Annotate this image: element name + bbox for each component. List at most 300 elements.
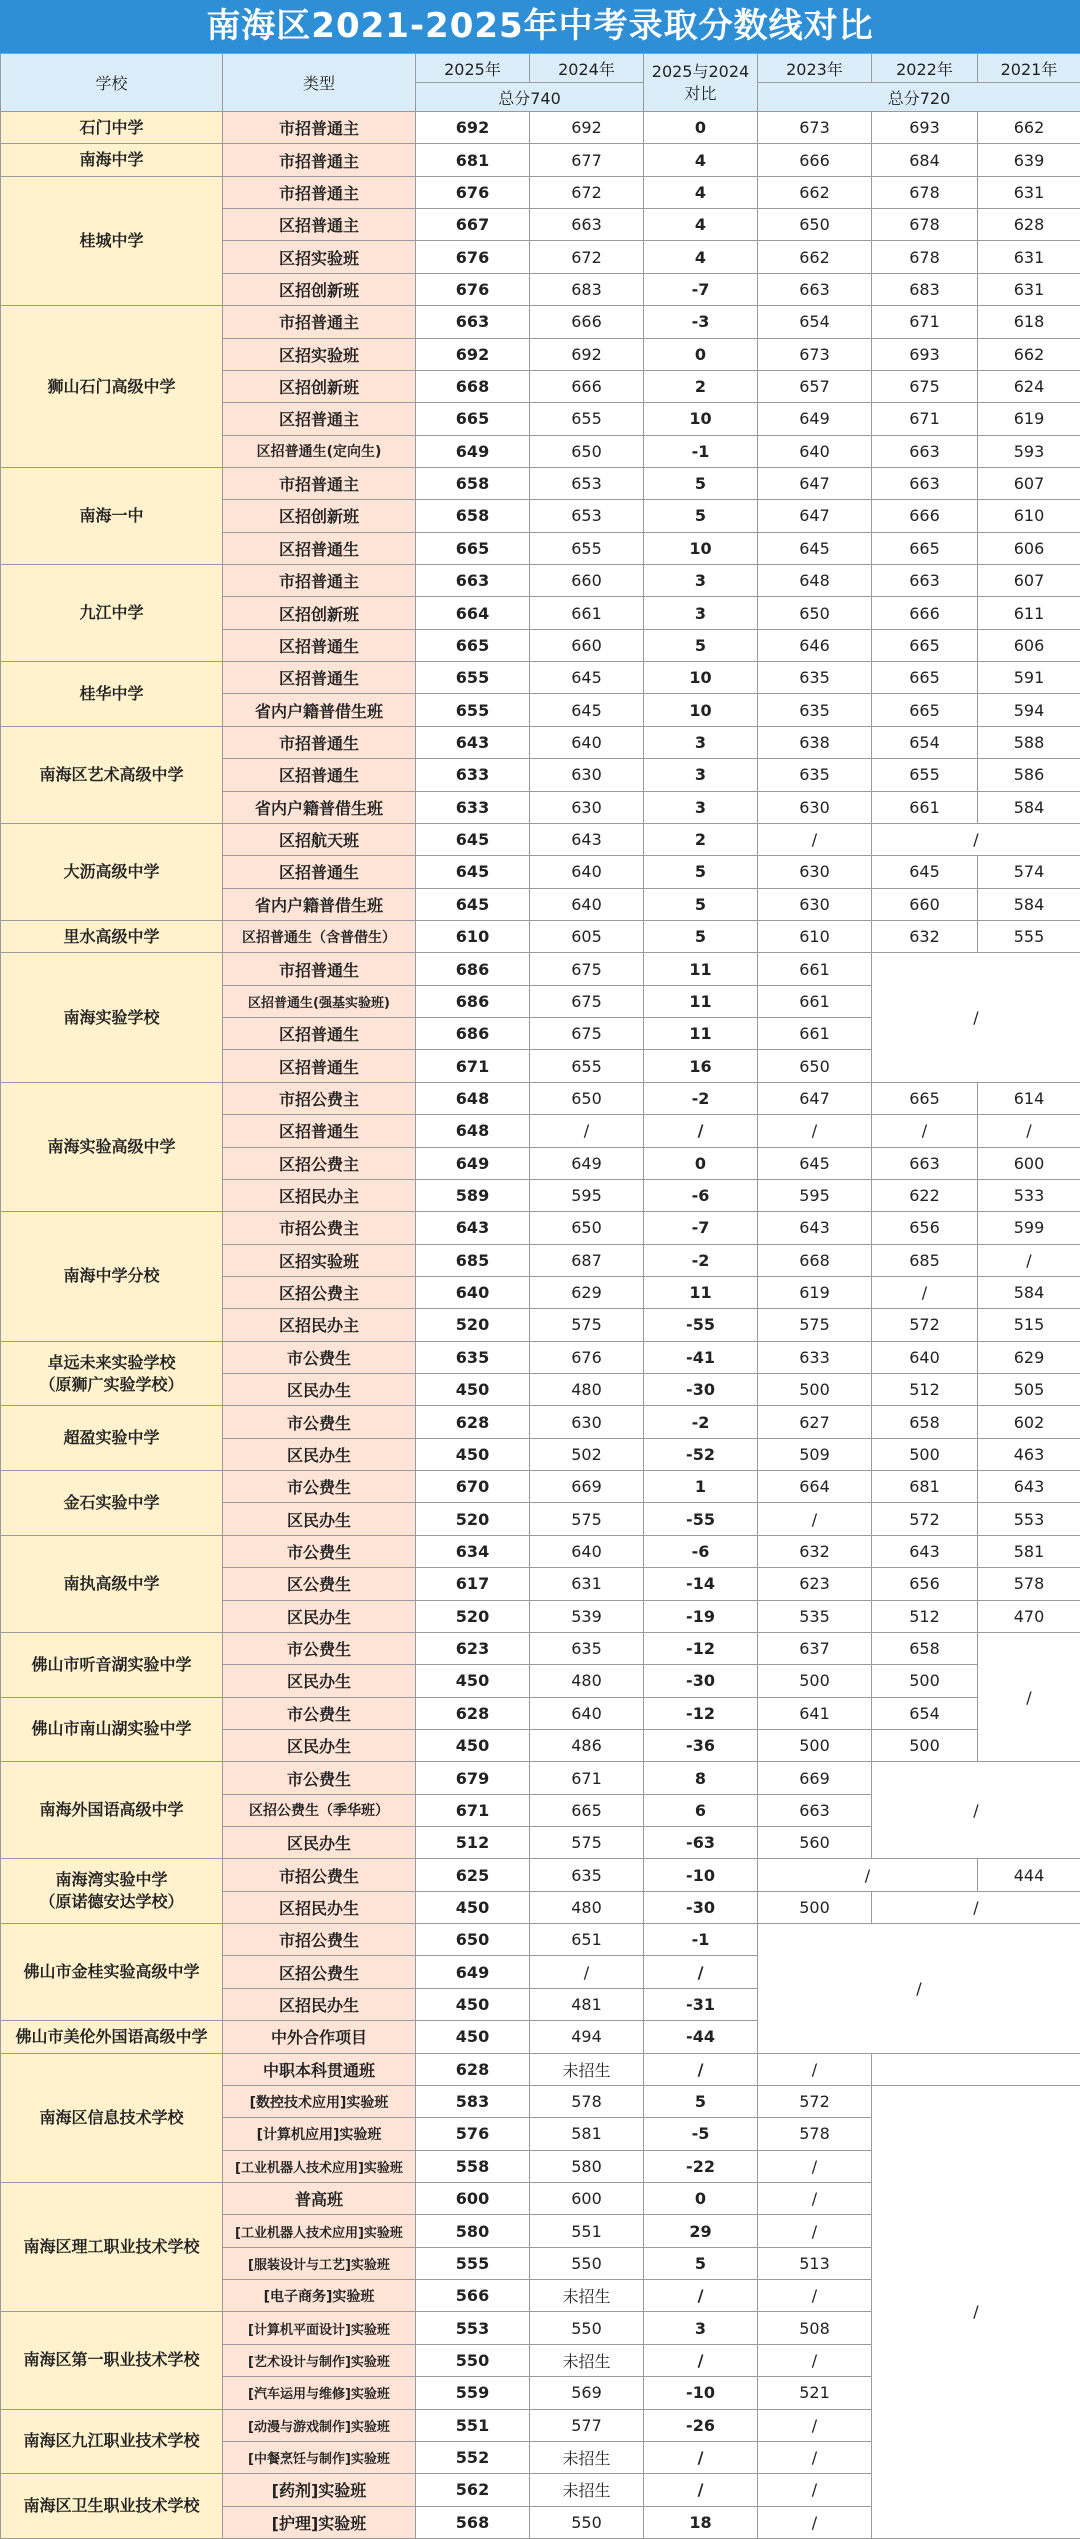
score-2024: 692 (530, 338, 644, 370)
score-diff: 10 (644, 403, 758, 435)
header-2022: 2022年 (872, 54, 978, 83)
score-2023: 654 (758, 306, 872, 338)
score-2023: 635 (758, 694, 872, 726)
score-2021: 606 (978, 629, 1080, 661)
score-diff: -55 (644, 1309, 758, 1341)
score-2023-2022: / (758, 1859, 978, 1891)
score-2023: 645 (758, 1147, 872, 1179)
score-2023: / (758, 1503, 872, 1535)
score-diff: 8 (644, 1762, 758, 1794)
score-2025: 555 (416, 2247, 530, 2279)
score-diff: -12 (644, 1632, 758, 1664)
score-2024: 661 (530, 597, 644, 629)
score-diff: / (644, 2441, 758, 2473)
table-row (1, 1082, 1080, 1114)
score-diff: -6 (644, 1535, 758, 1567)
admission-type: [工业机器人技术应用]实验班 (223, 2215, 416, 2247)
score-2024: 未招生 (530, 2441, 644, 2473)
score-2021: 574 (978, 856, 1080, 888)
score-diff: 2 (644, 370, 758, 402)
score-2024: 650 (530, 1212, 644, 1244)
score-diff: 5 (644, 920, 758, 952)
school-name: 狮山石门高级中学 (1, 306, 223, 468)
score-diff: -55 (644, 1503, 758, 1535)
score-table (0, 53, 1080, 2539)
score-diff: 5 (644, 856, 758, 888)
score-2023: / (758, 2409, 872, 2441)
table-row (1, 1471, 1080, 1503)
score-2023: 650 (758, 1050, 872, 1082)
score-diff: -10 (644, 1859, 758, 1891)
score-2025: 580 (416, 2215, 530, 2247)
score-2025: 649 (416, 1147, 530, 1179)
admission-type: [动漫与游戏制作]实验班 (223, 2409, 416, 2441)
score-2021: 606 (978, 532, 1080, 564)
school-name: 石门中学 (1, 112, 223, 144)
score-diff: 3 (644, 597, 758, 629)
score-diff: -19 (644, 1600, 758, 1632)
score-2023: 635 (758, 662, 872, 694)
score-2023: 669 (758, 1762, 872, 1794)
score-diff: 11 (644, 953, 758, 985)
score-2025: 550 (416, 2344, 530, 2376)
school-name: 南海区信息技术学校 (1, 2053, 223, 2182)
score-2025: 450 (416, 1729, 530, 1761)
admission-type: 省内户籍普借生班 (223, 694, 416, 726)
score-2021: 629 (978, 1341, 1080, 1373)
score-2024: 575 (530, 1309, 644, 1341)
score-2022: / (872, 1115, 978, 1147)
score-2024: 669 (530, 1471, 644, 1503)
score-diff: -1 (644, 1924, 758, 1956)
admission-type: [工业机器人技术应用]实验班 (223, 2150, 416, 2182)
score-diff: 5 (644, 2247, 758, 2279)
score-2025: 450 (416, 1438, 530, 1470)
admission-type: 区公费生 (223, 1568, 416, 1600)
score-2022: / (872, 1276, 978, 1308)
score-2023: 645 (758, 532, 872, 564)
score-2025: 664 (416, 597, 530, 629)
score-2023: 662 (758, 241, 872, 273)
score-2024: 655 (530, 1050, 644, 1082)
score-2025: 665 (416, 629, 530, 661)
score-2023: 637 (758, 1632, 872, 1664)
score-2022: 645 (872, 856, 978, 888)
score-2024: 605 (530, 920, 644, 952)
score-2023: 633 (758, 1341, 872, 1373)
score-2024: 630 (530, 1406, 644, 1438)
score-2021: 628 (978, 209, 1080, 241)
score-2023: 647 (758, 500, 872, 532)
score-diff: 3 (644, 791, 758, 823)
score-diff: -14 (644, 1568, 758, 1600)
score-2025: 576 (416, 2118, 530, 2150)
score-empty: / (758, 1924, 1080, 2053)
school-name: 南执高级中学 (1, 1535, 223, 1632)
school-name: 大沥高级中学 (1, 823, 223, 920)
table-row (1, 565, 1080, 597)
admission-type: 区民办生 (223, 1503, 416, 1535)
score-2021: 662 (978, 112, 1080, 144)
school-name: 南海区卫生职业技术学校 (1, 2474, 223, 2539)
score-2022: 654 (872, 726, 978, 758)
score-diff: -52 (644, 1438, 758, 1470)
score-2022: 678 (872, 241, 978, 273)
score-2025: 589 (416, 1179, 530, 1211)
score-diff: -7 (644, 1212, 758, 1244)
school-name: 南海一中 (1, 467, 223, 564)
score-diff: 0 (644, 2183, 758, 2215)
admission-type: 区招实验班 (223, 1244, 416, 1276)
school-name: 南海区九江职业技术学校 (1, 2409, 223, 2474)
score-2025: 645 (416, 888, 530, 920)
score-diff: 4 (644, 209, 758, 241)
score-2024: / (530, 1956, 644, 1988)
score-2024: 550 (530, 2506, 644, 2538)
school-name: 卓远未来实验学校 （原狮广实验学校） (1, 1341, 223, 1406)
score-2023: 627 (758, 1406, 872, 1438)
score-2021: / (978, 1244, 1080, 1276)
score-2024: 640 (530, 1697, 644, 1729)
admission-type: 区招普通生 (223, 1050, 416, 1082)
score-2022: 500 (872, 1665, 978, 1697)
score-2025: 634 (416, 1535, 530, 1567)
score-2021: 578 (978, 1568, 1080, 1600)
score-2022: 632 (872, 920, 978, 952)
admission-type: 区民办生 (223, 1438, 416, 1470)
score-2022: 666 (872, 597, 978, 629)
score-2025: 600 (416, 2183, 530, 2215)
score-2024: 580 (530, 2150, 644, 2182)
score-2025: 633 (416, 759, 530, 791)
score-diff: 18 (644, 2506, 758, 2538)
score-2024: 687 (530, 1244, 644, 1276)
score-diff: -2 (644, 1082, 758, 1114)
school-name: 佛山市南山湖实验中学 (1, 1697, 223, 1762)
score-2021: 581 (978, 1535, 1080, 1567)
score-2023: / (758, 2280, 872, 2312)
score-2025: 623 (416, 1632, 530, 1664)
score-2024: 629 (530, 1276, 644, 1308)
score-2021: 643 (978, 1471, 1080, 1503)
score-2025: 686 (416, 985, 530, 1017)
score-2023: 641 (758, 1697, 872, 1729)
table-row (1, 467, 1080, 499)
score-diff: 10 (644, 662, 758, 694)
score-2022: 500 (872, 1438, 978, 1470)
score-2023: 635 (758, 759, 872, 791)
table-row (1, 144, 1080, 176)
score-2025: 648 (416, 1115, 530, 1147)
header-total-740: 总分740 (416, 83, 644, 112)
score-2023: 595 (758, 1179, 872, 1211)
table-row (1, 1859, 1080, 1891)
score-diff: -26 (644, 2409, 758, 2441)
score-2021: 611 (978, 597, 1080, 629)
score-2022: 665 (872, 662, 978, 694)
table-row (1, 1632, 1080, 1664)
score-2023: 500 (758, 1665, 872, 1697)
score-2022: 693 (872, 338, 978, 370)
admission-type: 区招普通生 (223, 1115, 416, 1147)
score-2023: 668 (758, 1244, 872, 1276)
score-2024: 666 (530, 306, 644, 338)
table-row (1, 1697, 1080, 1729)
score-2025: 685 (416, 1244, 530, 1276)
score-2024: 677 (530, 144, 644, 176)
header-total-720: 总分720 (758, 83, 1080, 112)
admission-type: 普高班 (223, 2183, 416, 2215)
score-2024: 660 (530, 629, 644, 661)
admission-type: 市招普通主 (223, 144, 416, 176)
score-2024: 665 (530, 1794, 644, 1826)
score-2024: 640 (530, 1535, 644, 1567)
score-2021: 600 (978, 1147, 1080, 1179)
admission-type: [艺术设计与制作]实验班 (223, 2344, 416, 2376)
score-2021: 631 (978, 273, 1080, 305)
score-2023: 650 (758, 597, 872, 629)
score-2025: 552 (416, 2441, 530, 2473)
school-name: 南海区艺术高级中学 (1, 726, 223, 823)
score-2022: 656 (872, 1568, 978, 1600)
score-diff: 5 (644, 467, 758, 499)
score-2025: 625 (416, 1859, 530, 1891)
score-2025: 671 (416, 1794, 530, 1826)
header-2023: 2023年 (758, 54, 872, 83)
score-2025: 658 (416, 500, 530, 532)
score-2023: 610 (758, 920, 872, 952)
score-diff: -36 (644, 1729, 758, 1761)
score-2025: 648 (416, 1082, 530, 1114)
score-diff: 5 (644, 888, 758, 920)
table-row (1, 1924, 1080, 1956)
score-2024: 未招生 (530, 2053, 644, 2085)
score-2021: 533 (978, 1179, 1080, 1211)
score-2024: 481 (530, 1988, 644, 2020)
score-2023: 560 (758, 1827, 872, 1859)
score-diff: -31 (644, 1988, 758, 2020)
score-2022: 663 (872, 435, 978, 467)
admission-type: 区招民办生 (223, 1988, 416, 2020)
score-2024: 650 (530, 1082, 644, 1114)
score-2024: 651 (530, 1924, 644, 1956)
score-2023: 575 (758, 1309, 872, 1341)
score-2021: 588 (978, 726, 1080, 758)
score-2022: 500 (872, 1729, 978, 1761)
score-2025: 568 (416, 2506, 530, 2538)
header-type: 类型 (223, 54, 416, 112)
score-2024: 486 (530, 1729, 644, 1761)
score-diff: 3 (644, 726, 758, 758)
school-name: 南海中学分校 (1, 1212, 223, 1341)
admission-type: 市招普通主 (223, 565, 416, 597)
score-2023: 623 (758, 1568, 872, 1600)
admission-type: 省内户籍普借生班 (223, 888, 416, 920)
admission-type: [护理]实验班 (223, 2506, 416, 2538)
score-2025: 562 (416, 2474, 530, 2506)
admission-type: 区招创新班 (223, 273, 416, 305)
score-diff: / (644, 1956, 758, 1988)
score-2023: 500 (758, 1374, 872, 1406)
score-2025: 676 (416, 241, 530, 273)
score-2022: 681 (872, 1471, 978, 1503)
score-2023: 638 (758, 726, 872, 758)
score-2024: 480 (530, 1374, 644, 1406)
score-2022: 655 (872, 759, 978, 791)
score-2023: 630 (758, 856, 872, 888)
score-2024: 569 (530, 2377, 644, 2409)
admission-type: 市公费生 (223, 1535, 416, 1567)
score-diff: -12 (644, 1697, 758, 1729)
score-diff: / (644, 2344, 758, 2376)
score-2021: 607 (978, 565, 1080, 597)
score-2023: 673 (758, 112, 872, 144)
score-2023: 513 (758, 2247, 872, 2279)
score-2025: 551 (416, 2409, 530, 2441)
admission-type: 区招普通生 (223, 856, 416, 888)
score-2023: / (758, 1115, 872, 1147)
header-2021: 2021年 (978, 54, 1080, 83)
admission-type: 区招普通生 (223, 532, 416, 564)
score-2022: 693 (872, 112, 978, 144)
score-diff: -30 (644, 1665, 758, 1697)
score-2024: 539 (530, 1600, 644, 1632)
score-2025: 512 (416, 1827, 530, 1859)
table-row (1, 112, 1080, 144)
score-2023: 663 (758, 1794, 872, 1826)
score-2024: 578 (530, 2085, 644, 2117)
score-2021: 619 (978, 403, 1080, 435)
score-2022: 671 (872, 403, 978, 435)
score-2025: 520 (416, 1600, 530, 1632)
score-2022: 665 (872, 1082, 978, 1114)
admission-type: 区招创新班 (223, 500, 416, 532)
school-name: 南海湾实验中学 （原诺德安达学校） (1, 1859, 223, 1924)
admission-type: 区招普通生 (223, 662, 416, 694)
score-2023: 661 (758, 953, 872, 985)
score-2025: 645 (416, 823, 530, 855)
admission-type: 区招普通生(定向生) (223, 435, 416, 467)
admission-type: [数控技术应用]实验班 (223, 2085, 416, 2117)
score-2021: 553 (978, 1503, 1080, 1535)
score-2022: 685 (872, 1244, 978, 1276)
school-name: 南海实验高级中学 (1, 1082, 223, 1211)
score-2023: 647 (758, 467, 872, 499)
score-diff: -7 (644, 273, 758, 305)
table-row (1, 726, 1080, 758)
header-compare: 2025与2024对比 (644, 54, 758, 112)
score-diff: / (644, 2280, 758, 2312)
school-name: 超盈实验中学 (1, 1406, 223, 1471)
score-2024: 630 (530, 791, 644, 823)
score-diff: 0 (644, 1147, 758, 1179)
score-2025: 450 (416, 1891, 530, 1923)
admission-type: 区招普通生 (223, 759, 416, 791)
admission-type: 省内户籍普借生班 (223, 791, 416, 823)
score-2024: 480 (530, 1891, 644, 1923)
score-2021: 463 (978, 1438, 1080, 1470)
score-2023: 661 (758, 1018, 872, 1050)
score-2021: / (978, 1115, 1080, 1147)
score-2021: 584 (978, 791, 1080, 823)
admission-type: 区招实验班 (223, 338, 416, 370)
score-2023: 648 (758, 565, 872, 597)
score-2024: 653 (530, 500, 644, 532)
score-2024: 692 (530, 112, 644, 144)
score-2022: 572 (872, 1309, 978, 1341)
score-diff: / (644, 2053, 758, 2085)
score-2021: 624 (978, 370, 1080, 402)
score-diff: 3 (644, 2312, 758, 2344)
score-2022: 671 (872, 306, 978, 338)
score-diff: / (644, 2474, 758, 2506)
score-2025: 558 (416, 2150, 530, 2182)
score-diff: 4 (644, 241, 758, 273)
admission-type: 市公费生 (223, 1632, 416, 1664)
score-2023: 643 (758, 1212, 872, 1244)
admission-type: 市招普通主 (223, 306, 416, 338)
admission-type: 区招公费生 (223, 1956, 416, 1988)
admission-type: [药剂]实验班 (223, 2474, 416, 2506)
school-name: 佛山市听音湖实验中学 (1, 1632, 223, 1697)
score-diff: 0 (644, 112, 758, 144)
score-2021: 614 (978, 1082, 1080, 1114)
score-diff: 10 (644, 532, 758, 564)
admission-type: 市招公费主 (223, 1082, 416, 1114)
score-2025: 628 (416, 1697, 530, 1729)
score-2024: 650 (530, 435, 644, 467)
score-2025: 686 (416, 1018, 530, 1050)
score-2025: 450 (416, 1988, 530, 2020)
score-diff: -30 (644, 1891, 758, 1923)
score-2024: 676 (530, 1341, 644, 1373)
admission-type: 区招航天班 (223, 823, 416, 855)
score-2023: 647 (758, 1082, 872, 1114)
score-diff: -44 (644, 2021, 758, 2053)
score-2023: 535 (758, 1600, 872, 1632)
admission-type: [服装设计与工艺]实验班 (223, 2247, 416, 2279)
score-2023: 640 (758, 435, 872, 467)
score-2022: 678 (872, 176, 978, 208)
school-name: 南海实验学校 (1, 953, 223, 1082)
admission-type: 区民办生 (223, 1374, 416, 1406)
header-2025: 2025年 (416, 54, 530, 83)
school-name: 南海中学 (1, 144, 223, 176)
score-2024: 675 (530, 953, 644, 985)
score-2024: 550 (530, 2247, 644, 2279)
admission-type: [计算机应用]实验班 (223, 2118, 416, 2150)
score-2023: / (758, 2183, 872, 2215)
score-2023: 630 (758, 791, 872, 823)
score-2025: 633 (416, 791, 530, 823)
score-2025: 520 (416, 1309, 530, 1341)
score-2024: 655 (530, 403, 644, 435)
score-2024: 581 (530, 2118, 644, 2150)
score-2025: 663 (416, 306, 530, 338)
score-2021: 470 (978, 1600, 1080, 1632)
score-2024: 649 (530, 1147, 644, 1179)
school-name: 桂华中学 (1, 662, 223, 727)
score-2024: / (530, 1115, 644, 1147)
score-2023: / (758, 2441, 872, 2473)
admission-type: 区招公费主 (223, 1276, 416, 1308)
score-2024: 683 (530, 273, 644, 305)
admission-type: 区招民办主 (223, 1179, 416, 1211)
admission-type: 区招公费主 (223, 1147, 416, 1179)
score-2022-2021: / (872, 1891, 1080, 1923)
score-2024: 577 (530, 2409, 644, 2441)
score-2025: 692 (416, 338, 530, 370)
